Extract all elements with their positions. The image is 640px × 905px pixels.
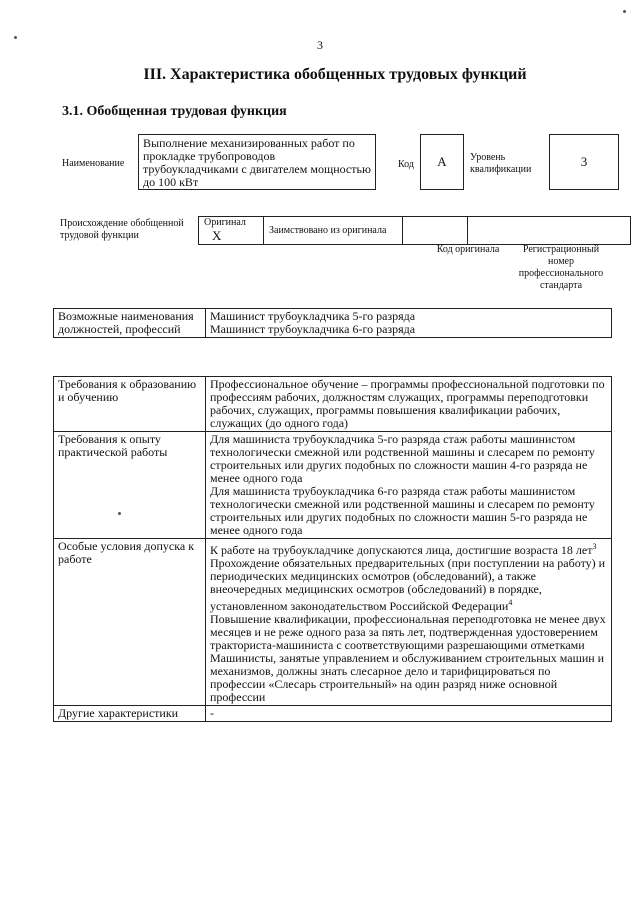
experience-paragraph: Для машиниста трубоукладчика 6-го разряда стаж работы машинистом технологически смежной или родственной машины и слесарем по ремонту строительных или других подобных по сложности машин 5-го разряда не менее одного года [210,484,595,537]
professions-label: Возможные наименования должностей, профессий [54,309,206,338]
scan-speck [118,512,121,515]
admission-paragraph [210,540,607,557]
original-mark: X [212,228,222,243]
origin-regnum-cell [468,217,631,245]
admission-label: Особые условия допуска к работе [54,539,206,706]
code-box [420,134,464,190]
table-row [54,539,612,706]
admission-cell [206,539,612,706]
admission-paragraph [210,557,607,613]
education-label: Требования к образованию и обучению [54,377,206,432]
admission-age-text: К работе на трубоукладчике допускаются лица, достигшие возраста 18 лет [210,543,593,557]
profession-item: Машинист трубоукладчика 5-го разряда [210,309,416,323]
level-label: Уровень квалификации [470,152,532,175]
page-number: 3 [317,38,323,52]
professions-cell [206,309,612,338]
function-name-box: Выполнение механизированных работ по прокладке трубопроводов трубоукладчиками с двигателем мощностью до 100 кВт [138,134,376,190]
footnote-ref: 3 [592,542,597,551]
footnote-ref: 4 [508,598,513,607]
admission-paragraph: Повышение квалификации, профессиональная переподготовка не менее двух месяцев и не реже одного раза за пять лет, подтвержденная удостоверением тракториста-машиниста с соответствующими разрешающими отметками [210,612,606,652]
scan-speck [14,36,17,39]
regnum-caption: Регистрационный номер профессионального стандарта [518,244,604,291]
other-text: - [206,706,612,722]
original-label: Оригинал [204,217,246,228]
experience-label: Требования к опыту практической работы [54,432,206,539]
admission-paragraph: Машинисты, занятые управлением и обслуживанием строительных машин и механизмов, должны знать слесарное дело и тарифицироваться по профессии «Слесарь строительный» на один разряд ниже основной профессии [210,651,605,704]
experience-paragraph: Для машиниста трубоукладчика 5-го разряда стаж работы машинистом технологически смежной или родственной машины и слесарем по ремонту строительных или других подобных по сложности машин 4-го разряда не менее одного года [210,432,595,485]
profession-item: Машинист трубоукладчика 6-го разряда [210,322,416,336]
origin-code-cell [403,217,468,245]
origin-label: Происхождение обобщенной трудовой функции [60,218,184,241]
subsection-title: 3.1. Обобщенная трудовая функция [62,104,287,119]
level-box [549,134,619,190]
name-label: Наименование [62,158,125,169]
experience-cell [206,432,612,539]
original-cell [199,217,264,245]
education-text: Профессиональное обучение – программы профессиональной подготовки по профессиям рабочих, должностям служащих, программы переподготовки рабочих, служащих, программы повышения квалификации рабочих, служащих (до одного года) [206,377,612,432]
other-label: Другие характеристики [54,706,206,722]
table-row [54,706,612,722]
level-value: 3 [580,154,588,169]
table-row [54,432,612,539]
section-title: III. Характеристика обобщенных трудовых функций [143,66,527,83]
code-label: Код [398,159,414,170]
requirements-table [53,376,612,722]
code-value: А [437,154,447,169]
origin-table [198,216,631,245]
borrowed-cell: Заимствовано из оригинала [264,217,403,245]
code-caption: Код оригинала [436,244,500,255]
table-row [54,377,612,432]
admission-medical-text: Прохождение обязательных предварительных (при поступлении на работу) и периодических медицинских осмотров (обследований), а также внеочередных медицинских осмотров (обследований) в порядке, установленном законодательством Российской Федерации [210,556,606,613]
professions-table [53,308,612,338]
scan-speck [623,10,626,13]
